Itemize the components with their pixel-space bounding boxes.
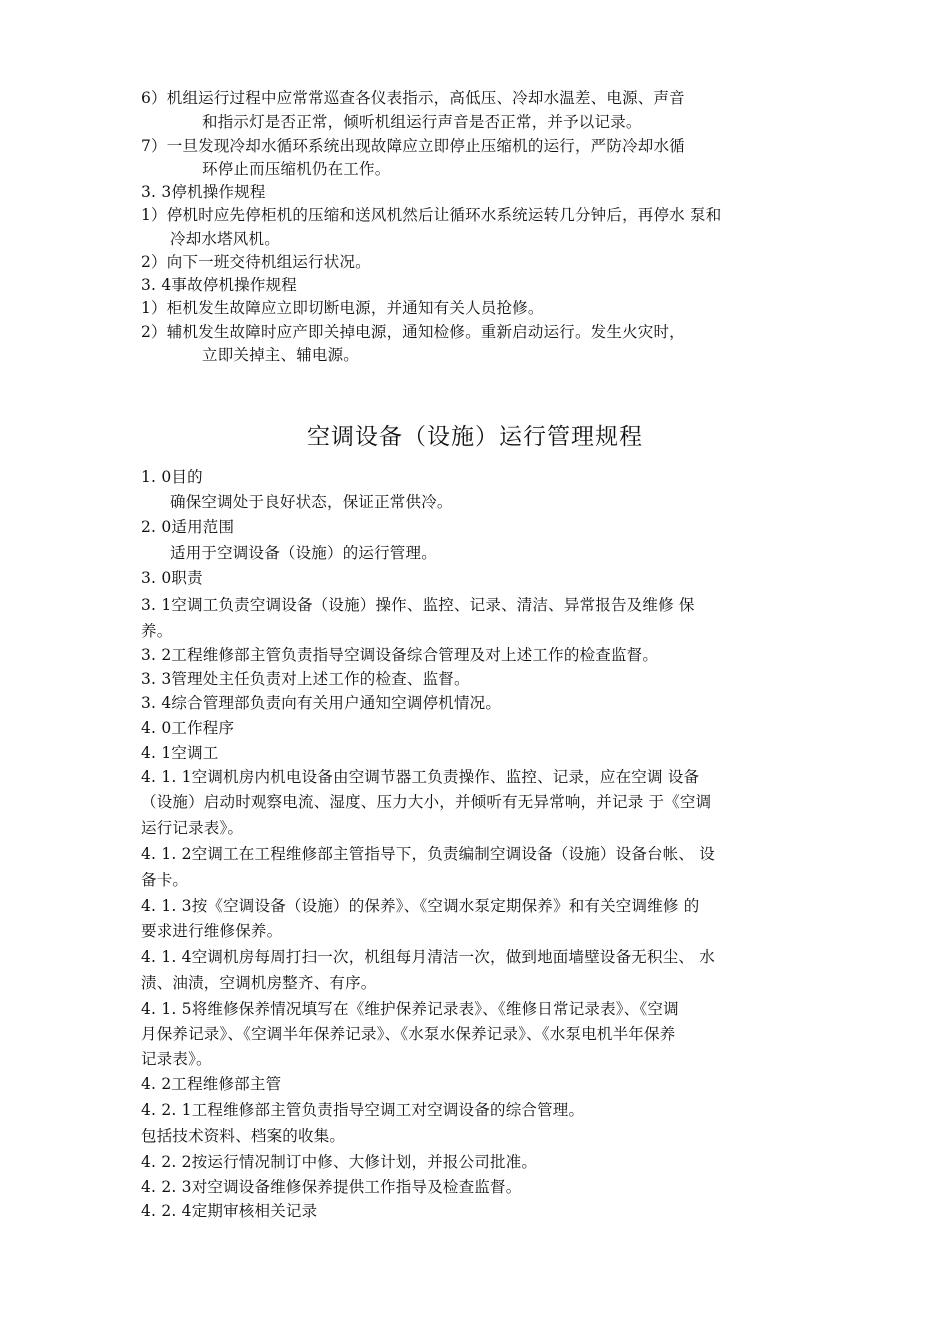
section-heading: 4. 1空调工 bbox=[141, 744, 219, 762]
text-line: 包括技术资料、档案的收集。 bbox=[141, 1127, 346, 1145]
document-title: 空调设备（设施）运行管理规程 bbox=[307, 424, 643, 450]
text-line: 要求进行维修保养。 bbox=[141, 922, 283, 940]
section-heading: 1. 0目的 bbox=[141, 468, 203, 486]
text-line: 4. 1. 3按《空调设备（设施）的保养》、《空调水泵定期保养》和有关空调维修 的 bbox=[141, 897, 700, 915]
text-line: 4. 2. 2按运行情况制订中修、大修计划，并报公司批准。 bbox=[141, 1153, 538, 1171]
section-heading: 3. 0职责 bbox=[141, 569, 203, 587]
text-line: 1）停机时应先停柜机的压缩和送风机然后让循环水系统运转几分钟后，再停水 泵和 bbox=[141, 206, 722, 224]
text-line: 4. 2. 4定期审核相关记录 bbox=[141, 1202, 318, 1220]
text-line: 2）辅机发生故障时应产即关掉电源，通知检修。重新启动运行。发生火灾时， bbox=[141, 323, 685, 341]
section-heading: 3. 3停机操作规程 bbox=[141, 183, 266, 201]
text-line: 1）柜机发生故障应立即切断电源，并通知有关人员抢修。 bbox=[141, 299, 544, 317]
text-line: 3. 4综合管理部负责向有关用户通知空调停机情况。 bbox=[141, 694, 502, 712]
text-line: （设施）启动时观察电流、湿度、压力大小，并倾听有无异常响，并记录 于《空调 bbox=[141, 793, 712, 811]
text-line: 4. 1. 2空调工在工程维修部主管指导下，负责编制空调设备（设施）设备台帐、 设 bbox=[141, 845, 715, 863]
text-line: 4. 2. 3对空调设备维修保养提供工作指导及检查监督。 bbox=[141, 1178, 522, 1196]
text-line: 确保空调处于良好状态，保证正常供冷。 bbox=[170, 493, 453, 511]
text-line: 月保养记录》、《空调半年保养记录》、《水泵水保养记录》、《水泵电机半年保养 bbox=[141, 1025, 676, 1043]
text-line: 适用于空调设备（设施）的运行管理。 bbox=[170, 544, 437, 562]
text-line: 4. 2. 1工程维修部主管负责指导空调工对空调设备的综合管理。 bbox=[141, 1101, 585, 1119]
text-line: 记录表》。 bbox=[141, 1050, 212, 1068]
text-line: 4. 1. 5将维修保养情况填写在《维护保养记录表》、《维修日常记录表》、《空调 bbox=[141, 1000, 679, 1018]
text-line: 3. 2工程维修部主管负责指导空调设备综合管理及对上述工作的检查监督。 bbox=[141, 646, 659, 664]
text-line: 立即关掉主、辅电源。 bbox=[202, 346, 360, 364]
text-line: 和指示灯是否正常，倾听机组运行声音是否正常，并予以记录。 bbox=[202, 113, 642, 131]
text-line: 7）一旦发现冷却水循环系统出现故障应立即停止压缩机的运行，严防冷却水循 bbox=[141, 137, 685, 155]
text-line: 环停止而压缩机仍在工作。 bbox=[202, 160, 391, 178]
section-heading: 4. 0工作程序 bbox=[141, 719, 235, 737]
text-line: 3. 1空调工负责空调设备（设施）操作、监控、记录、清洁、异常报告及维修 保 bbox=[141, 596, 695, 614]
section-heading: 2. 0适用范围 bbox=[141, 518, 235, 536]
section-heading: 4. 2工程维修部主管 bbox=[141, 1075, 282, 1093]
text-line: 渍、油渍，空调机房整齐、有序。 bbox=[141, 974, 377, 992]
text-line: 备卡。 bbox=[141, 871, 189, 889]
text-line: 2）向下一班交待机组运行状况。 bbox=[141, 253, 371, 271]
section-heading: 3. 4事故停机操作规程 bbox=[141, 276, 297, 294]
text-line: 冷却水塔风机。 bbox=[170, 230, 280, 248]
text-line: 4. 1. 1空调机房内机电设备由空调节器工负责操作、监控、记录，应在空调 设备 bbox=[141, 768, 700, 786]
text-line: 运行记录表》。 bbox=[141, 819, 244, 837]
text-line: 养。 bbox=[141, 622, 173, 640]
text-line: 3. 3管理处主任负责对上述工作的检查、监督。 bbox=[141, 670, 470, 688]
text-line: 4. 1. 4空调机房每周打扫一次，机组每月清洁一次，做到地面墙壁设备无积尘、 水 bbox=[141, 948, 715, 966]
text-line: 6）机组运行过程中应常常巡查各仪表指示，高低压、冷却水温差、电源、声音 bbox=[141, 89, 685, 107]
